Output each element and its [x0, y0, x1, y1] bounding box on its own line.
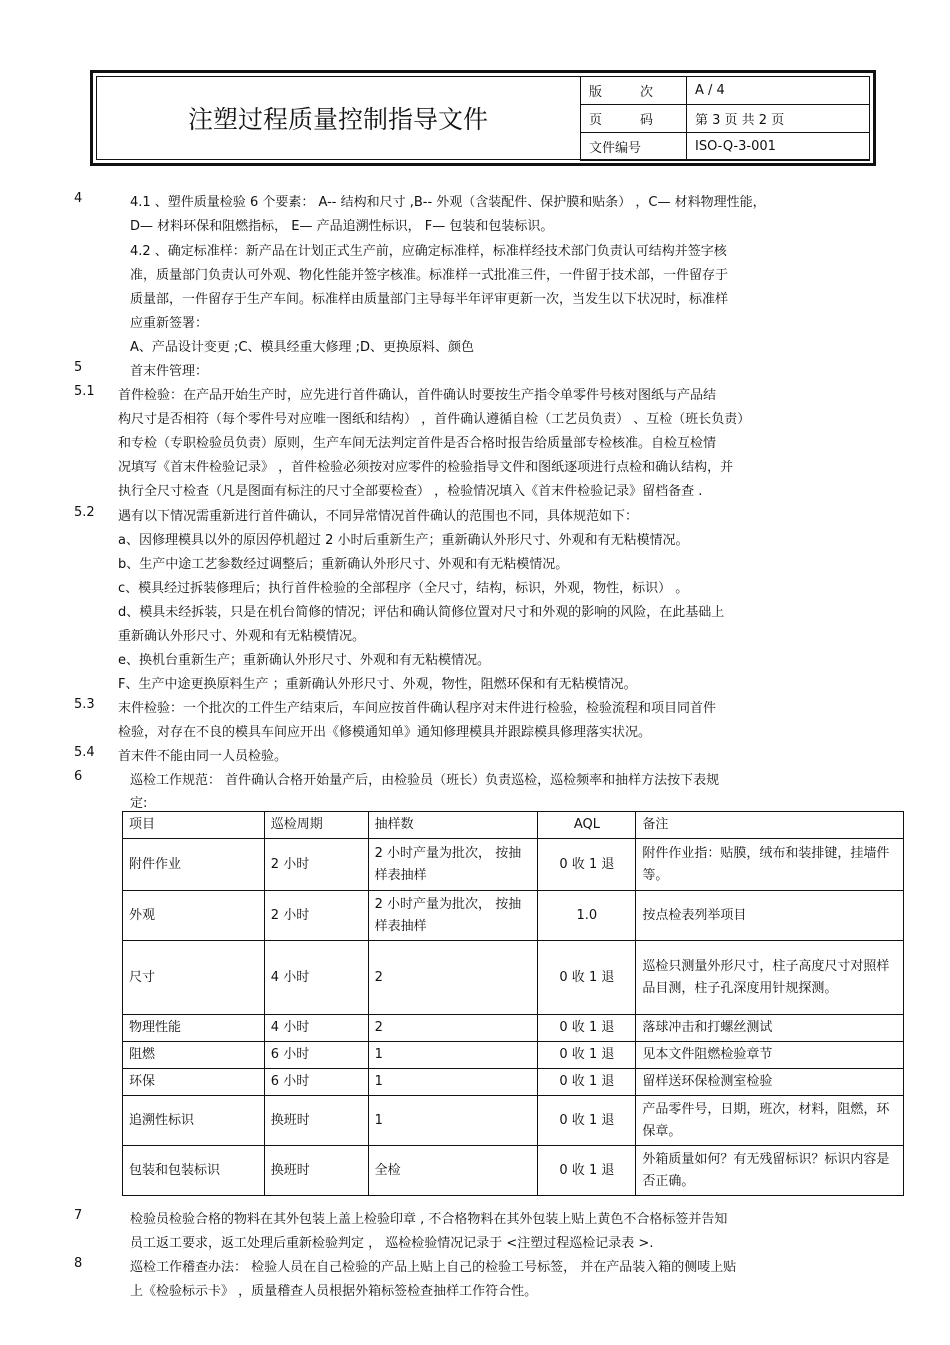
- cell-note: 巡检只测量外形尺寸，柱子高度尺寸对照样品目测，柱子孔深度用针规探测。: [636, 941, 904, 1015]
- section-number: 6: [74, 769, 83, 784]
- docno-value: ISO-Q-3-001: [687, 133, 870, 161]
- body-line: 质量部，一件留存于生产车间。标准样由质量部门主导每半年评审更新一次，当发生以下状况时，标准样: [130, 292, 729, 307]
- cell-aql: 0 收 1 退: [538, 1146, 636, 1196]
- cell-note: 产品零件号，日期，班次，材料，阻燃，环保章。: [636, 1096, 904, 1146]
- header-aql: AQL: [538, 812, 636, 839]
- body-line: b、生产中途工艺参数经过调整后；重新确认外形尺寸、外观和有无粘模情况。: [118, 557, 569, 572]
- cell-period: 4 小时: [264, 1015, 368, 1042]
- cell-period: 换班时: [264, 1146, 368, 1196]
- body-line: D— 材料环保和阻燃指标， E— 产品追溯性标识， F— 包装和包装标识。: [130, 219, 554, 234]
- cell-aql: 0 收 1 退: [538, 1015, 636, 1042]
- page-label-b: 码: [639, 113, 653, 128]
- table-row: [123, 891, 904, 941]
- cell-item: 物理性能: [123, 1015, 265, 1042]
- cell-period: 6 小时: [264, 1042, 368, 1069]
- body-line: 构尺寸是否相符（每个零件号对应唯一图纸和结构） ，首件确认遵循自检（工艺员负责） 、互检（班长负责）: [118, 412, 751, 427]
- page-value: 第 3 页 共 2 页: [687, 105, 870, 133]
- cell-period: 2 小时: [264, 891, 368, 941]
- info-row-docno: [581, 133, 870, 161]
- version-label-a: 版: [589, 85, 603, 100]
- table-row: [123, 1015, 904, 1042]
- cell-sample: 2 小时产量为批次， 按抽样表抽样: [368, 839, 538, 891]
- cell-aql: 0 收 1 退: [538, 1069, 636, 1096]
- section-number: 5.3: [74, 697, 95, 712]
- cell-item: 阻燃: [123, 1042, 265, 1069]
- cell-aql: 0 收 1 退: [538, 1042, 636, 1069]
- body-line: c、模具经过拆装修理后；执行首件检验的全部程序（全尺寸，结构，标识，外观，物性，标识） 。: [118, 581, 689, 596]
- body-line: 巡检工作稽查办法： 检验人员在自己检验的产品上贴上自己的检验工号标签， 并在产品装入箱的侧唛上贴: [130, 1260, 737, 1275]
- version-value: A / 4: [687, 77, 870, 105]
- body-line: 4.1 、塑件质量检验 6 个要素： A-- 结构和尺寸 ,B-- 外观（含装配件、保护膜和贴条） ，C— 材料物理性能，: [130, 195, 766, 210]
- body-line: 首末件不能由同一人员检验。: [118, 749, 288, 764]
- cell-period: 换班时: [264, 1096, 368, 1146]
- section-number: 8: [74, 1256, 83, 1271]
- body-line: 检验，对存在不良的模具车间应开出《修模通知单》通知修理模具并跟踪模具修理落实状况。: [118, 725, 652, 740]
- body-line: F、生产中途更换原料生产 ；重新确认外形尺寸、外观，物性，阻燃环保和有无粘模情况。: [118, 677, 637, 692]
- cell-aql: 0 收 1 退: [538, 941, 636, 1015]
- table-row: [123, 1069, 904, 1096]
- body-line: 遇有以下情况需重新进行首件确认，不同异常情况首件确认的范围也不同，具体规范如下：: [118, 509, 639, 524]
- info-row-page: [581, 105, 870, 133]
- header-note: 备注: [636, 812, 904, 839]
- cell-item: 尺寸: [123, 941, 265, 1015]
- section-number: 5.2: [74, 505, 95, 520]
- section-number: 4: [74, 191, 83, 206]
- cell-note: 见本文件阻燃检验章节: [636, 1042, 904, 1069]
- cell-item: 追溯性标识: [123, 1096, 265, 1146]
- body-line: 4.2 、确定标准样：新产品在计划正式生产前，应确定标准样，标准样经技术部门负责认可结构并签字核: [130, 244, 727, 259]
- cell-item: 包装和包装标识: [123, 1146, 265, 1196]
- document-info-table: [580, 76, 870, 161]
- body-line: 准，质量部门负责认可外观、物化性能并签字核准。标准样一式批准三件，一件留于技术部，一件留存于: [130, 268, 729, 283]
- body-line: 员工返工要求，返工处理后重新检验判定 ， 巡检检验情况记录于 <注塑过程巡检记录表 >.: [130, 1236, 654, 1251]
- table-row: [123, 1096, 904, 1146]
- document-title: 注塑过程质量控制指导文件: [187, 105, 488, 134]
- body-line: 检验员检验合格的物料在其外包装上盖上检验印章 , 不合格物料在其外包装上贴上黄色不合格标签并告知: [130, 1212, 728, 1227]
- body-line: 定:: [130, 796, 148, 811]
- cell-note: 落球冲击和打螺丝测试: [636, 1015, 904, 1042]
- header-item: 项目: [123, 812, 265, 839]
- body-line: e、换机台重新生产；重新确认外形尺寸、外观和有无粘模情况。: [118, 653, 490, 668]
- info-row-version: [581, 77, 870, 105]
- body-line: 执行全尺寸检查（凡是图面有标注的尺寸全部要检查） ，检验情况填入《首末件检验记录》留档备查 .: [118, 484, 703, 499]
- body-line: 上《检验标示卡》 ，质量稽查人员根据外箱标签检查抽样工作符合性。: [130, 1284, 538, 1299]
- body-line: A、产品设计变更 ;C、模具经重大修理 ;D、更换原料、颜色: [130, 340, 475, 355]
- cell-note: 附件作业指：贴膜，绒布和装排键，挂墙件等。: [636, 839, 904, 891]
- cell-aql: 0 收 1 退: [538, 839, 636, 891]
- body-line: 巡检工作规范： 首件确认合格开始量产后，由检验员（班长）负责巡检，巡检频率和抽样方法按下表规: [130, 773, 720, 788]
- body-line: 首末件管理：: [130, 364, 209, 379]
- patrol-inspection-table: [122, 811, 904, 1196]
- cell-sample: 1: [368, 1069, 538, 1096]
- cell-sample: 1: [368, 1096, 538, 1146]
- body-line: 和专检（专职检验员负责）原则，生产车间无法判定首件是否合格时报告给质量部专检核准。自检互检情: [118, 436, 717, 451]
- cell-note: 留样送环保检测室检验: [636, 1069, 904, 1096]
- table-row: [123, 839, 904, 891]
- body-line: 首件检验：在产品开始生产时，应先进行首件确认，首件确认时要按生产指令单零件号核对图纸与产品结: [118, 388, 717, 403]
- section-number: 5.1: [74, 384, 95, 399]
- cell-item: 环保: [123, 1069, 265, 1096]
- page-label-a: 页: [589, 113, 603, 128]
- header-sample: 抽样数: [368, 812, 538, 839]
- body-line: 重新确认外形尺寸、外观和有无粘模情况。: [118, 629, 366, 644]
- body-line: 应重新签署：: [130, 316, 209, 331]
- section-number: 5.4: [74, 745, 95, 760]
- cell-period: 6 小时: [264, 1069, 368, 1096]
- section-number: 7: [74, 1208, 83, 1223]
- cell-sample: 2: [368, 1015, 538, 1042]
- cell-item: 附件作业: [123, 839, 265, 891]
- cell-sample: 2 小时产量为批次， 按抽样表抽样: [368, 891, 538, 941]
- cell-sample: 2: [368, 941, 538, 1015]
- table-row: [123, 1146, 904, 1196]
- body-line: a、因修理模具以外的原因停机超过 2 小时后重新生产；重新确认外形尺寸、外观和有无粘模情况。: [118, 533, 689, 548]
- cell-aql: 1.0: [538, 891, 636, 941]
- cell-sample: 全检: [368, 1146, 538, 1196]
- body-line: 况填写《首末件检验记录》 ，首件检验必须按对应零件的检验指导文件和图纸逐项进行点检和确认结构，并: [118, 460, 734, 475]
- table-header-row: [123, 812, 904, 839]
- cell-period: 2 小时: [264, 839, 368, 891]
- cell-aql: 0 收 1 退: [538, 1096, 636, 1146]
- docno-label: 文件编号: [581, 133, 687, 161]
- body-line: d、模具未经拆装，只是在机台简修的情况；评估和确认简修位置对尺寸和外观的影响的风险，在此基础上: [118, 605, 725, 620]
- body-line: 末件检验：一个批次的工件生产结束后，车间应按首件确认程序对末件进行检验，检验流程和项目同首件: [118, 701, 717, 716]
- cell-item: 外观: [123, 891, 265, 941]
- table-row: [123, 941, 904, 1015]
- header-period: 巡检周期: [264, 812, 368, 839]
- cell-period: 4 小时: [264, 941, 368, 1015]
- cell-note: 外箱质量如何？有无残留标识？标识内容是否正确。: [636, 1146, 904, 1196]
- cell-note: 按点检表列举项目: [636, 891, 904, 941]
- version-label-b: 次: [639, 85, 653, 100]
- table-row: [123, 1042, 904, 1069]
- cell-sample: 1: [368, 1042, 538, 1069]
- section-number: 5: [74, 360, 83, 375]
